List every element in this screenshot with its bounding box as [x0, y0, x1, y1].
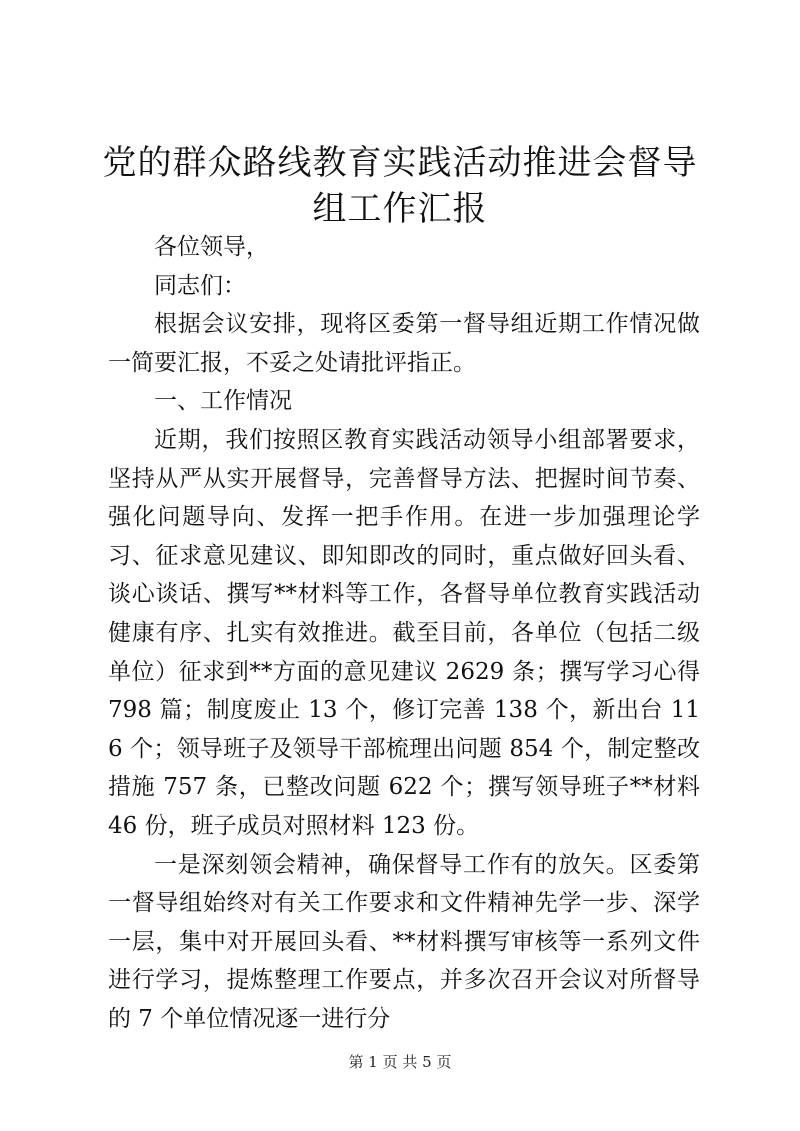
document-body [108, 228, 700, 1038]
document-title: 党的群众路线教育实践活动推进会督导组工作汇报 [102, 143, 698, 229]
intro-paragraph: 根据会议安排，现将区委第一督导组近期工作情况做一简要汇报，不妥之处请批评指正。 [108, 311, 700, 376]
work-summary-paragraph: 近期，我们按照区教育实践活动领导小组部署要求，坚持从严从实开展督导，完善督导方法、把握时间节奏、强化问题导向、发挥一把手作用。在进一步加强理论学习、征求意见建议、即知即改的同时，重点做好回头看、谈心谈话、撰写**材料等工作，各督导单位教育实践活动健康有序、扎实有效推进。截至目前，各单位（包括二级单位）征求到**方面的意见建议 2629 条；撰写学习心得 798 篇；制度废止 13 个，修订完善 138 个，新出台 116 个；领导班子及领导干部梳理出问题 854 个，制定整改措施 757 条，已整改问题 622 个；撰写领导班子**材料 46 份，班子成员对照材料 123 份。 [108, 426, 700, 839]
page-footer: 第 1 页 共 5 页 [348, 1053, 452, 1071]
salutation-leaders: 各位领导， [154, 234, 269, 260]
salutation-comrades: 同志们： [154, 272, 246, 299]
point-one-paragraph: 一是深刻领会精神，确保督导工作有的放矢。区委第一督导组始终对有关工作要求和文件精神先学一步、深学一层，集中对开展回头看、**材料撰写审核等一系列文件进行学习，提炼整理工作要点，并多次召开会议对所督导的 7 个单位情况逐一进行分 [108, 851, 700, 1032]
section-heading: 一、工作情况 [154, 388, 292, 415]
